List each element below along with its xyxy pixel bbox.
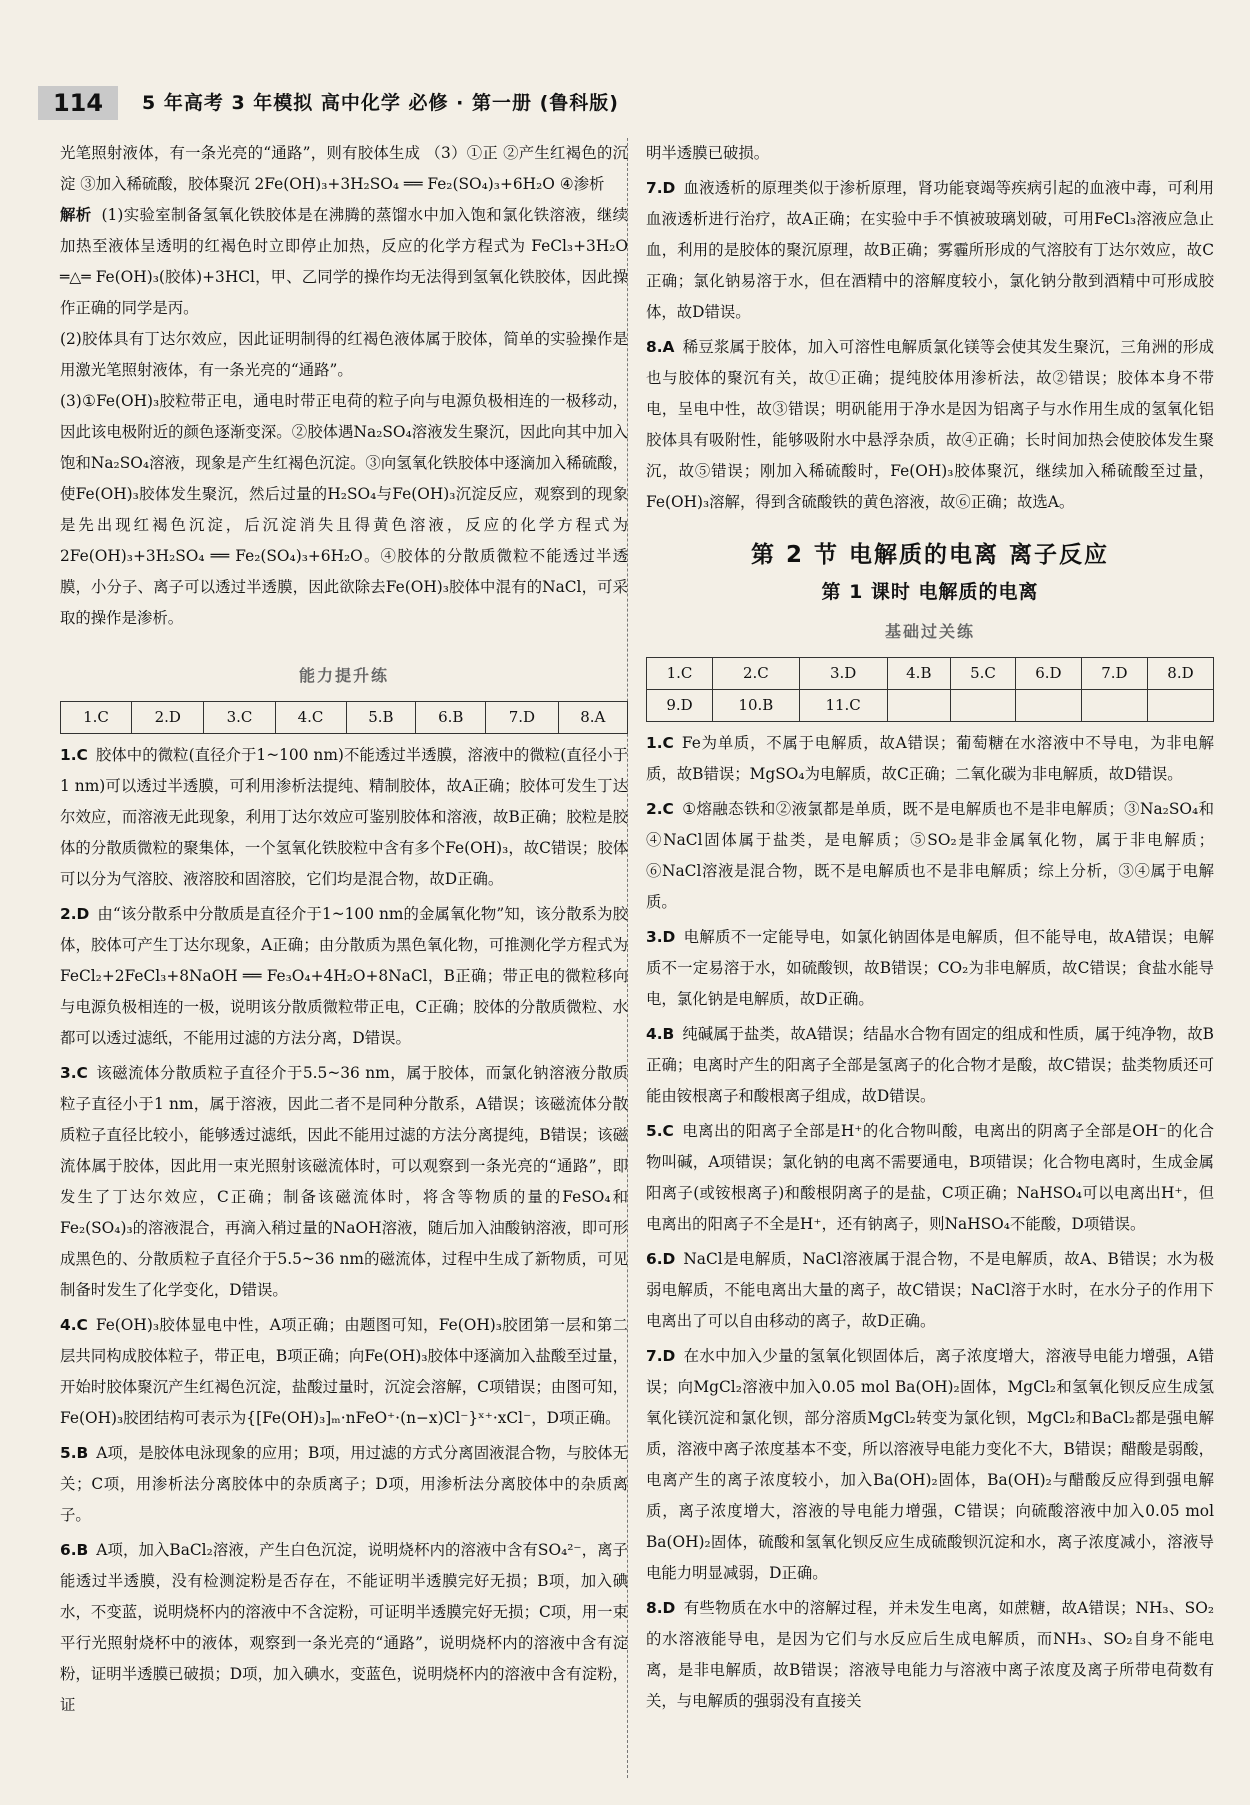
answer-cell — [1015, 690, 1081, 722]
explanation-3: 3.C 该磁流体分散质粒子直径介于5.5~36 nm，属于胶体，而氯化钠溶液分散质粒子直径小于1 nm，属于溶液，因此二者不是同种分散系，A错误；该磁流体分散质粒子直径比较小，能够透过滤纸，因此不能用过滤的方法分离提纯，B错误；该磁流体属于胶体，因此用一束光照射该磁流体时，可以观察到一条光亮的“通路”，即发生了丁达尔效应，C正确；制备该磁流体时，将含等物质的量的FeSO₄和Fe₂(SO₄)₃的溶液混合，再滴入稍过量的NaOH溶液，随后加入油酸钠溶液，即可形成黑色的、分散质粒子直径介于5.5~36 nm的磁流体，过程中生成了新物质，可见制备时发生了化学变化，D错误。 — [60, 1064, 628, 1299]
answer-cell: 10.B — [713, 690, 800, 722]
answer-cell: 3.C — [204, 702, 275, 734]
question-number: 2.C — [646, 800, 674, 818]
explanation-8: 8.A 稀豆浆属于胶体，加入可溶性电解质氯化镁等会使其发生聚沉，三角洲的形成也与胶体的聚沉有关，故①正确；提纯胶体用渗析法，故②错误；胶体本身不带电，呈电中性，故③错误；明矾能用于净水是因为铝离子与水作用生成的氢氧化铝胶体具有吸附性，能够吸附水中悬浮杂质，故④正确；长时间加热会使胶体发生聚沉，故⑤错误；刚加入稀硫酸时，Fe(OH)₃胶体聚沉，继续加入稀硫酸至过量，Fe(OH)₃溶解，得到含硫酸铁的黄色溶液，故⑥正确；故选A。 — [646, 338, 1214, 511]
analysis-label: 解析 — [60, 206, 92, 224]
question-number: 8.A — [646, 338, 675, 356]
right-column — [646, 138, 1214, 1717]
answer-cell: 4.C — [275, 702, 346, 734]
answer-cell: 2.C — [713, 658, 800, 690]
section-title: 第 2 节 电解质的电离 离子反应 — [750, 542, 1110, 568]
analysis-paragraph-2: (2)胶体具有丁达尔效应，因此证明制得的红褐色液体属于胶体，简单的实验操作是用激光笔照射液体，有一条光亮的“通路”。 — [60, 330, 628, 379]
answer-cell: 6.D — [1015, 658, 1081, 690]
basic-explanation-8: 8.D 有些物质在水中的溶解过程，并未发生电离，如蔗糖，故A错误；NH₃、SO₂的水溶液能导电，是因为它们与水反应后生成电解质，而NH₃、SO₂自身不能电离，是非电解质，故B错误；溶液导电能力与溶液中离子浓度及离子所带电荷数有关，与电解质的强弱没有直接关 — [646, 1599, 1214, 1710]
question-number: 4.C — [60, 1316, 88, 1334]
question-number: 8.D — [646, 1599, 676, 1617]
answer-cell: 8.A — [558, 702, 627, 734]
explanation-2: 2.D 由“该分散系中分散质是直径介于1~100 nm的金属氧化物”知，该分散系为胶体，胶体可产生丁达尔现象，A正确；由分散质为黑色氧化物，可推测化学方程式为FeCl₂+2FeCl₃+8NaOH ══ Fe₃O₄+4H₂O+8NaCl，B正确；带正电的微粒移向与电源负极相连的一极，说明该分散质微粒带正电，C正确；胶体的分散质微粒、水都可以透过滤纸，不能用过滤的方法分离，D错误。 — [60, 905, 628, 1047]
answer-cell: 2.D — [132, 702, 204, 734]
analysis-paragraph-1: 解析 (1)实验室制备氢氧化铁胶体是在沸腾的蒸馏水中加入饱和氯化铁溶液，继续加热至液体呈透明的红褐色时立即停止加热，反应的化学方程式为 FeCl₃+3H₂O ═△═ Fe(OH)₃(胶体)+3HCl，甲、乙同学的操作均无法得到氢氧化铁胶体，因此操作正确的同学是丙。 — [60, 206, 628, 317]
question-number: 3.C — [60, 1064, 88, 1082]
answer-table-basic — [646, 657, 1214, 722]
answer-cell: 11.C — [799, 690, 887, 722]
page-number: 114 — [38, 86, 118, 120]
answer-cell: 8.D — [1147, 658, 1213, 690]
question-number: 3.D — [646, 928, 676, 946]
answer-cell: 4.B — [887, 658, 951, 690]
question-number: 5.B — [60, 1444, 89, 1462]
book-title: 5 年高考 3 年模拟 高中化学 必修 · 第一册 (鲁科版) — [142, 92, 619, 114]
answer-cell: 1.C — [647, 658, 713, 690]
question-number: 2.D — [60, 905, 90, 923]
table-row — [647, 658, 1214, 690]
question-number: 1.C — [646, 734, 674, 752]
answer-cell: 7.D — [1081, 658, 1147, 690]
basic-explanation-1: 1.C Fe为单质，不属于电解质，故A错误；葡萄糖在水溶液中不导电，为非电解质，故B错误；MgSO₄为电解质，故C正确；二氧化碳为非电解质，故D错误。 — [646, 734, 1214, 783]
answer-cell: 7.D — [486, 702, 558, 734]
basic-explanation-5: 5.C 电离出的阳离子全部是H⁺的化合物叫酸，电离出的阴离子全部是OH⁻的化合物叫碱，A项错误；氯化钠的电离不需要通电，B项错误；化合物电离时，生成金属阳离子(或铵根离子)和酸根阴离子的是盐，C项正确；NaHSO₄可以电离出H⁺，但电离出的阳离子不全是H⁺，还有钠离子，则NaHSO₄不能酸，D项错误。 — [646, 1122, 1214, 1233]
answer-cell — [887, 690, 951, 722]
section-heading-basic: 基础过关练 — [884, 622, 975, 641]
basic-explanation-2: 2.C ①熔融态铁和②液氯都是单质，既不是电解质也不是非电解质；③Na₂SO₄和④NaCl固体属于盐类，是电解质；⑤SO₂是非金属氧化物，属于非电解质；⑥NaCl溶液是混合物，既不是电解质也不是非电解质；综上分析，③④属于电解质。 — [646, 800, 1214, 911]
basic-explanation-7: 7.D 在水中加入少量的氢氧化钡固体后，离子浓度增大，溶液导电能力增强，A错误；向MgCl₂溶液中加入0.05 mol Ba(OH)₂固体，MgCl₂和氢氧化钡反应生成氢氧化镁沉淀和氯化钡，部分溶质MgCl₂转变为氯化钡，MgCl₂和BaCl₂都是强电解质，溶液中离子浓度基本不变，所以溶液导电能力变化不大，B错误；醋酸是弱酸，电离产生的离子浓度较小，加入Ba(OH)₂固体，Ba(OH)₂与醋酸反应得到强电解质，离子浓度增大，溶液的导电能力增强，C错误；向硫酸溶液中加入0.05 mol Ba(OH)₂固体，硫酸和氢氧化钡反应生成硫酸钡沉淀和水，离子浓度减小，溶液导电能力明显减弱，D正确。 — [646, 1347, 1214, 1582]
explanation-6: 6.B A项，加入BaCl₂溶液，产生白色沉淀，说明烧杯内的溶液中含有SO₄²⁻，离子能透过半透膜，没有检测淀粉是否存在，不能证明半透膜完好无损；B项，加入碘水，不变蓝，说明烧杯内的溶液中不含淀粉，可证明半透膜完好无损；C项，用一束平行光照射烧杯中的液体，观察到一条光亮的“通路”，说明烧杯内的溶液中含有淀粉，证明半透膜已破损；D项，加入碘水，变蓝色，说明烧杯内的溶液中含有淀粉，证 — [60, 1541, 628, 1714]
page-header — [22, 80, 1242, 126]
table-row — [61, 702, 628, 734]
explanation-6-continuation: 明半透膜已破损。 — [646, 144, 770, 162]
question-number: 7.D — [646, 179, 676, 197]
question-number: 7.D — [646, 1347, 676, 1365]
analysis-paragraph-3: (3)①Fe(OH)₃胶粒带正电，通电时带正电荷的粒子向与电源负极相连的一极移动，因此该电极附近的颜色逐渐变深。②胶体遇Na₂SO₄溶液发生聚沉，因此向其中加入饱和Na₂SO₄溶液，现象是产生红褐色沉淀。③向氢氧化铁胶体中逐滴加入稀硫酸，使Fe(OH)₃胶体发生聚沉，然后过量的H₂SO₄与Fe(OH)₃沉淀反应，观察到的现象是先出现红褐色沉淀，后沉淀消失且得黄色溶液，反应的化学方程式为2Fe(OH)₃+3H₂SO₄ ══ Fe₂(SO₄)₃+6H₂O。④胶体的分散质微粒不能透过半透膜，小分子、离子可以透过半透膜，因此欲除去Fe(OH)₃胶体中混有的NaCl，可采取的操作是渗析。 — [60, 392, 628, 627]
explanation-4: 4.C Fe(OH)₃胶体显电中性，A项正确；由题图可知，Fe(OH)₃胶团第一层和第二层共同构成胶体粒子，带正电，B项正确；向Fe(OH)₃胶体中逐滴加入盐酸至过量，开始时胶体聚沉产生红褐色沉淀，盐酸过量时，沉淀会溶解，C项错误；由图可知，Fe(OH)₃胶团结构可表示为{[Fe(OH)₃]ₘ·nFeO⁺·(n−x)Cl⁻}ˣ⁺·xCl⁻，D项正确。 — [60, 1316, 628, 1427]
answer-cell: 6.B — [416, 702, 486, 734]
question-number: 5.C — [646, 1122, 674, 1140]
explanation-7: 7.D 血液透析的原理类似于渗析原理，肾功能衰竭等疾病引起的血液中毒，可利用血液透析进行治疗，故A正确；在实验中手不慎被玻璃划破，可用FeCl₃溶液应急止血，利用的是胶体的聚沉原理，故B正确；雾霾所形成的气溶胶有丁达尔效应，故C正确；氯化钠易溶于水，但在酒精中的溶解度较小，氯化钠分散到酒精中可形成胶体，故D错误。 — [646, 179, 1214, 321]
question-number: 6.D — [646, 1250, 676, 1268]
answer-cell: 5.C — [951, 658, 1016, 690]
answer-cell: 3.D — [799, 658, 887, 690]
explanation-1: 1.C 胶体中的微粒(直径介于1~100 nm)不能透过半透膜，溶液中的微粒(直径小于1 nm)可以透过半透膜，可利用渗析法提纯、精制胶体，故A正确；胶体可发生丁达尔效应，而溶液无此现象，利用丁达尔效应可鉴别胶体和溶液，故B正确；胶粒是胶体的分散质微粒的聚集体，一个氢氧化铁胶粒中含有多个Fe(OH)₃，故C错误；胶体可以分为气溶胶、液溶胶和固溶胶，它们均是混合物，故D正确。 — [60, 746, 628, 888]
answer-cell: 1.C — [61, 702, 132, 734]
question-number: 1.C — [60, 746, 88, 764]
explanation-5: 5.B A项，是胶体电泳现象的应用；B项，用过滤的方式分离固液混合物，与胶体无关；C项，用渗析法分离胶体中的杂质离子；D项，用渗析法分离胶体中的杂质离子。 — [60, 1444, 628, 1524]
section-heading-ability: 能力提升练 — [298, 666, 389, 685]
answer-cell: 5.B — [346, 702, 416, 734]
question-number: 6.B — [60, 1541, 89, 1559]
basic-explanation-3: 3.D 电解质不一定能导电，如氯化钠固体是电解质，但不能导电，故A错误；电解质不一定易溶于水，如硫酸钡，故B错误；CO₂为非电解质，故C错误；食盐水能导电，氯化钠是电解质，故D正确。 — [646, 928, 1214, 1008]
answer-cell: 9.D — [647, 690, 713, 722]
basic-explanation-4: 4.B 纯碱属于盐类，故A错误；结晶水合物有固定的组成和性质，属于纯净物，故B正确；电离时产生的阳离子全部是氢离子的化合物才是酸，故C错误；盐类物质还可能由铵根离子和酸根离子组成，故D错误。 — [646, 1025, 1214, 1105]
table-row — [647, 690, 1214, 722]
answer-continuation: 光笔照射液体，有一条光亮的“通路”，则有胶体生成 （3）①正 ②产生红褐色的沉淀 ③加入稀硫酸，胶体聚沉 2Fe(OH)₃+3H₂SO₄ ══ Fe₂(SO₄)₃+6H₂O ④渗析 — [60, 144, 628, 193]
answer-table-ability — [60, 701, 628, 734]
left-column — [60, 138, 628, 1721]
question-number: 4.B — [646, 1025, 675, 1043]
answer-cell — [1081, 690, 1147, 722]
lesson-title: 第 1 课时 电解质的电离 — [821, 581, 1039, 603]
answer-cell — [1147, 690, 1213, 722]
basic-explanation-6: 6.D NaCl是电解质，NaCl溶液属于混合物，不是电解质，故A、B错误；水为极弱电解质，不能电离出大量的离子，故C错误；NaCl溶于水时，在水分子的作用下电离出了可以自由移动的离子，故D正确。 — [646, 1250, 1214, 1330]
answer-cell — [951, 690, 1016, 722]
